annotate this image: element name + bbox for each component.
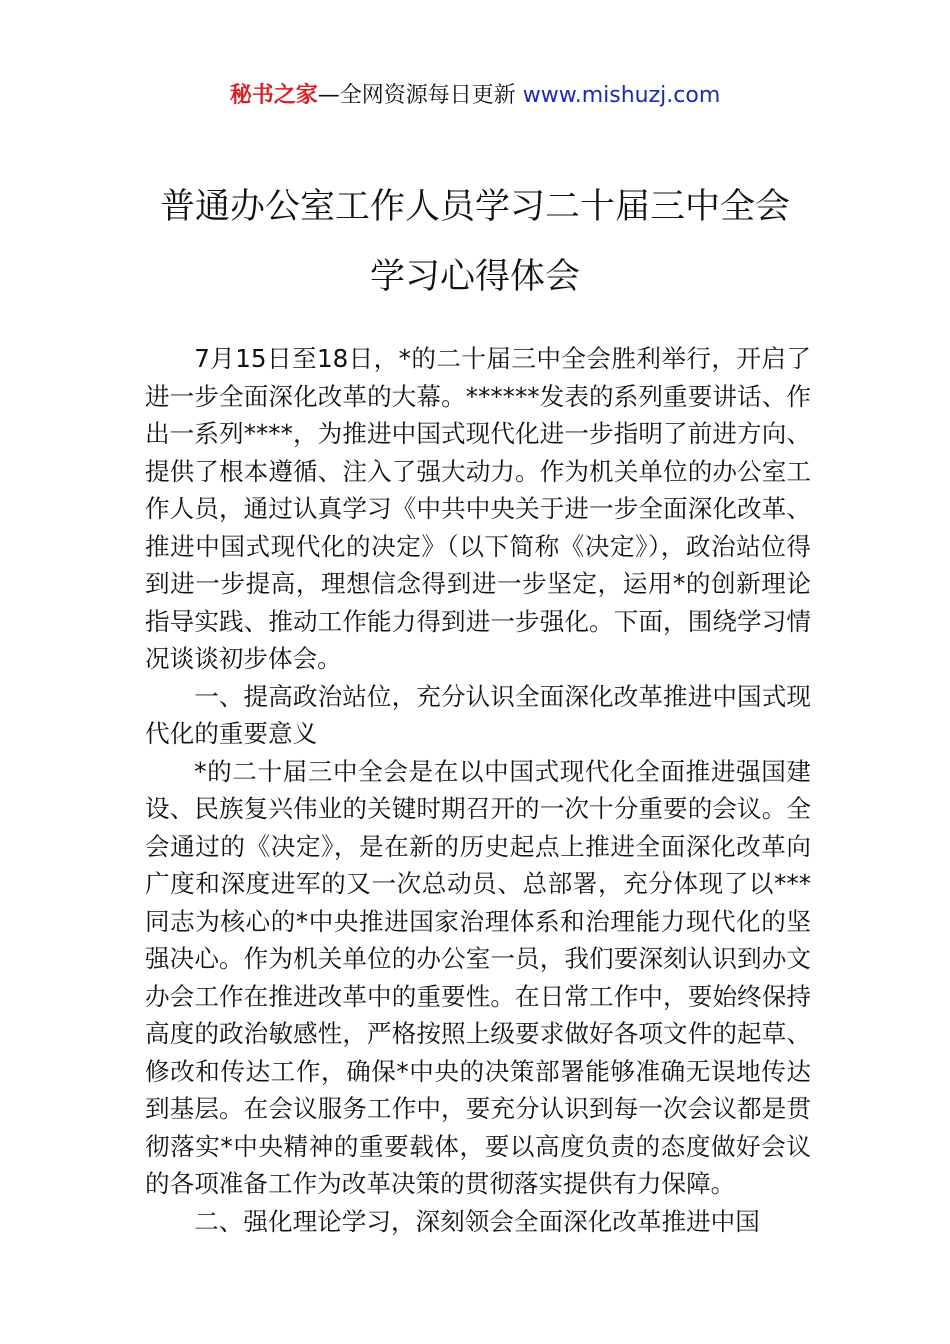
- section-heading-2: 二、强化理论学习，深刻领会全面深化改革推进中国: [194, 1206, 760, 1236]
- site-brand: 秘书之家: [229, 83, 318, 108]
- site-header: [0, 80, 950, 112]
- document-title: [60, 172, 890, 312]
- document-body: [145, 340, 811, 1240]
- site-url-link[interactable]: www.mishuzj.com: [522, 83, 721, 108]
- body-paragraph-intro: 7月15日至18日，*的二十届三中全会胜利举行，开启了进一步全面深化改革的大幕。******发表的系列重要讲话、作出一系列****，为推进中国式现代化进一步指明了前进方向、提供了根本遵循、注入了强大动力。作为机关单位的办公室工作人员，通过认真学习《中共中央关于进一步全面深化改革、推进中国式现代化的决定》（以下简称《决定》），政治站位得到进一步提高，理想信念得到进一步坚定，运用*的创新理论指导实践、推动工作能力得到进一步强化。下面，围绕学习情况谈谈初步体会。: [145, 344, 811, 673]
- site-tagline: —全网资源每日更新: [317, 83, 523, 108]
- document-title-line-2: 学习心得体会: [369, 257, 580, 297]
- body-paragraph-section-1: *的二十届三中全会是在以中国式现代化全面推进强国建设、民族复兴伟业的关键时期召开的一次十分重要的会议。全会通过的《决定》，是在新的历史起点上推进全面深化改革向广度和深度进军的又一次总动员、总部署，充分体现了以***同志为核心的*中央推进国家治理体系和治理能力现代化的坚强决心。作为机关单位的办公室一员，我们要深刻认识到办文办会工作在推进改革中的重要性。在日常工作中，要始终保持高度的政治敏感性，严格按照上级要求做好各项文件的起草、修改和传达工作，确保*中央的决策部署能够准确无误地传达到基层。在会议服务工作中，要充分认识到每一次会议都是贯彻落实*中央精神的重要载体，要以高度负责的态度做好会议的各项准备工作为改革决策的贯彻落实提供有力保障。: [145, 756, 811, 1198]
- document-title-line-1: 普通办公室工作人员学习二十届三中全会: [159, 187, 790, 227]
- section-heading-1: 一、提高政治站位，充分认识全面深化改革推进中国式现代化的重要意义: [145, 681, 811, 748]
